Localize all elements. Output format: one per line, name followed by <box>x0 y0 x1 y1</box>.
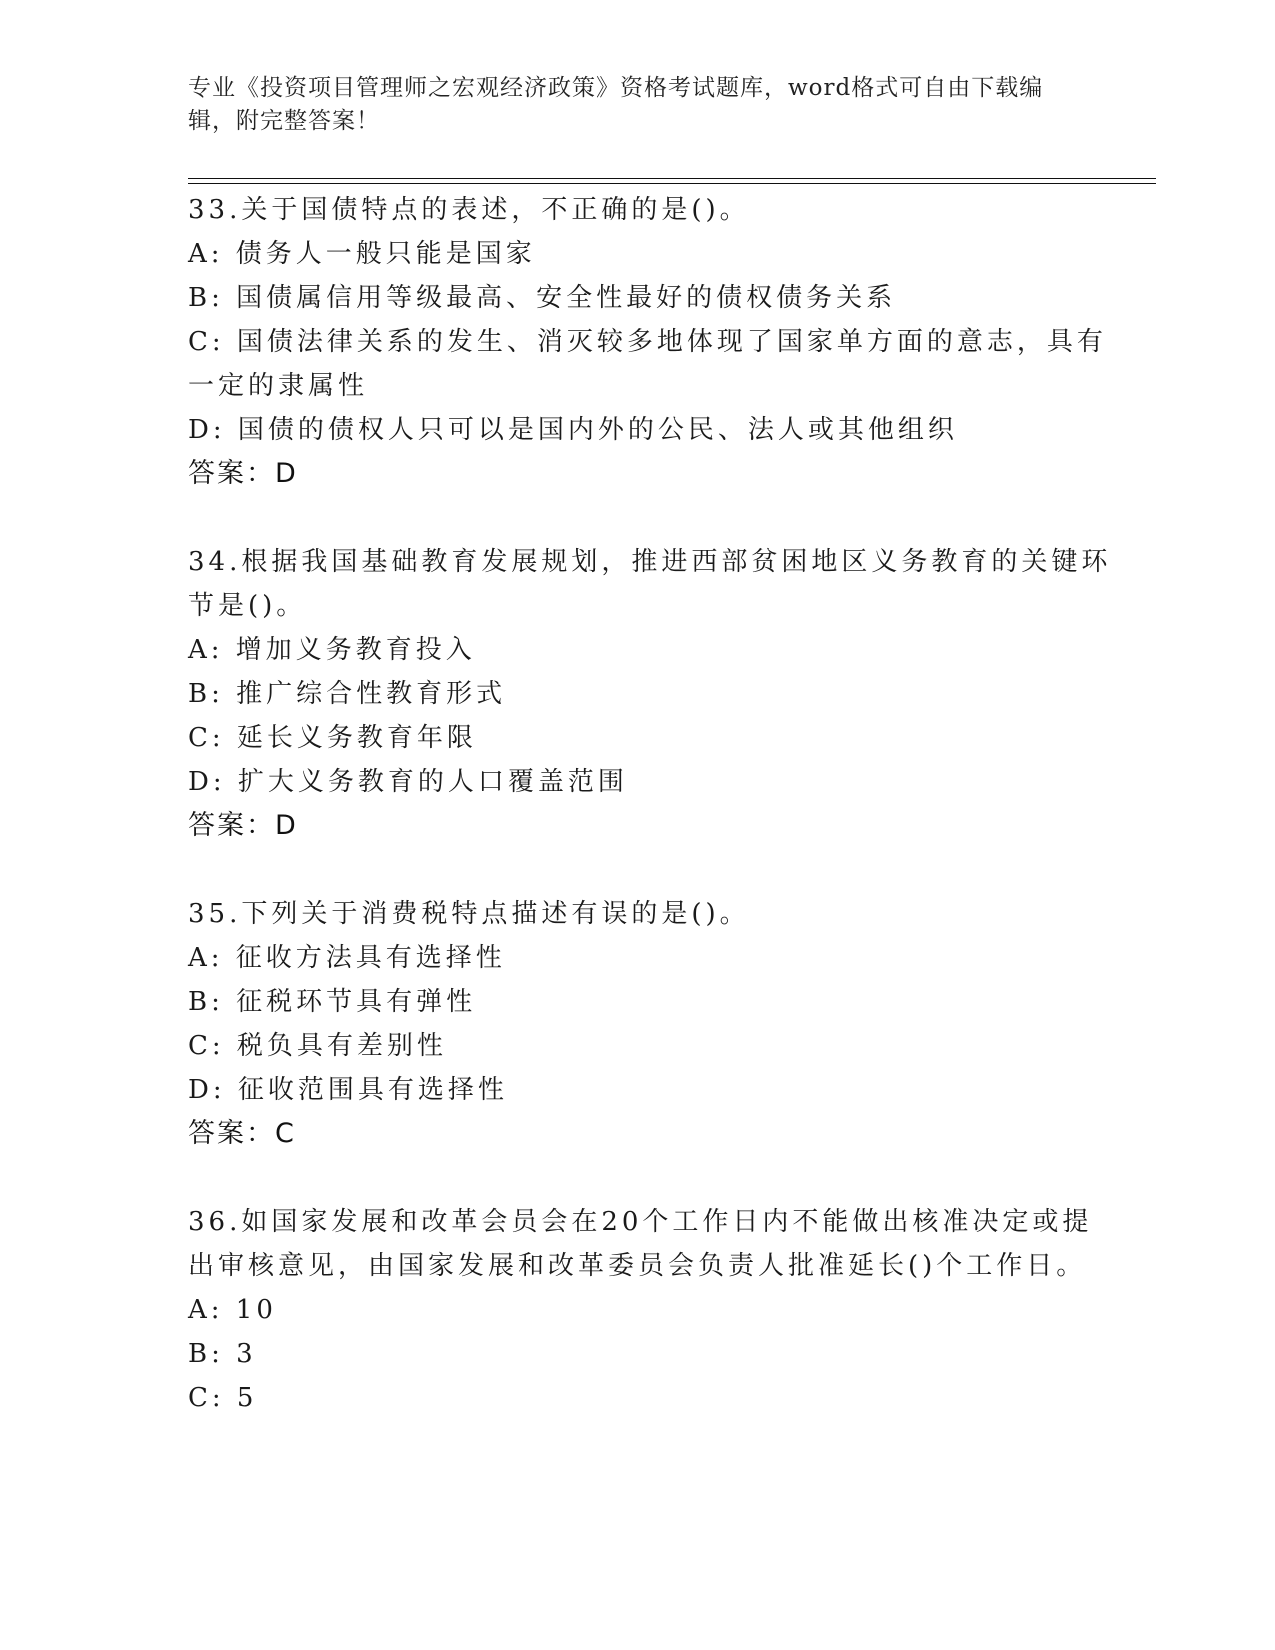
question-stem: 34.根据我国基础教育发展规划，推进西部贫困地区义务教育的关键环 <box>188 547 1112 577</box>
answer-label: 答案：C <box>188 1118 296 1149</box>
question-stem: 35.下列关于消费税特点描述有误的是()。 <box>188 899 750 929</box>
option-c: C: 延长义务教育年限 <box>188 723 477 753</box>
option-d: D: 扩大义务教育的人口覆盖范围 <box>188 767 628 797</box>
option-b: B: 征税环节具有弹性 <box>188 987 477 1017</box>
option-a: A: 征收方法具有选择性 <box>188 943 506 973</box>
option-d: D: 征收范围具有选择性 <box>188 1075 508 1105</box>
question-stem-continued: 节是()。 <box>188 591 307 621</box>
answer-label: 答案：D <box>188 458 298 489</box>
document-header <box>188 72 1068 138</box>
answer-label: 答案：D <box>188 810 298 841</box>
option-c-continued: 一定的隶属性 <box>188 371 369 401</box>
header-line: 专业《投资项目管理师之宏观经济政策》资格考试题库，word格式可自由下载编 <box>188 75 1044 101</box>
option-b: B: 3 <box>188 1339 257 1369</box>
header-divider <box>188 183 1156 184</box>
option-a: A: 债务人一般只能是国家 <box>188 239 536 269</box>
question-stem-continued: 出审核意见，由国家发展和改革委员会负责人批准延长()个工作日。 <box>188 1251 1087 1281</box>
option-c: C: 5 <box>188 1383 258 1413</box>
option-b: B: 国债属信用等级最高、安全性最好的债权债务关系 <box>188 283 897 313</box>
option-a: A: 增加义务教育投入 <box>188 635 476 665</box>
question-stem: 36.如国家发展和改革会员会在20个工作日内不能做出核准决定或提 <box>188 1207 1093 1237</box>
option-b: B: 推广综合性教育形式 <box>188 679 507 709</box>
option-c: C: 国债法律关系的发生、消灭较多地体现了国家单方面的意志，具有 <box>188 327 1107 357</box>
option-d: D: 国债的债权人只可以是国内外的公民、法人或其他组织 <box>188 415 958 445</box>
header-divider <box>188 178 1156 179</box>
option-a: A: 10 <box>188 1295 277 1325</box>
option-c: C: 税负具有差别性 <box>188 1031 447 1061</box>
header-line: 辑，附完整答案！ <box>188 108 380 134</box>
question-stem: 33.关于国债特点的表述，不正确的是()。 <box>188 195 750 225</box>
